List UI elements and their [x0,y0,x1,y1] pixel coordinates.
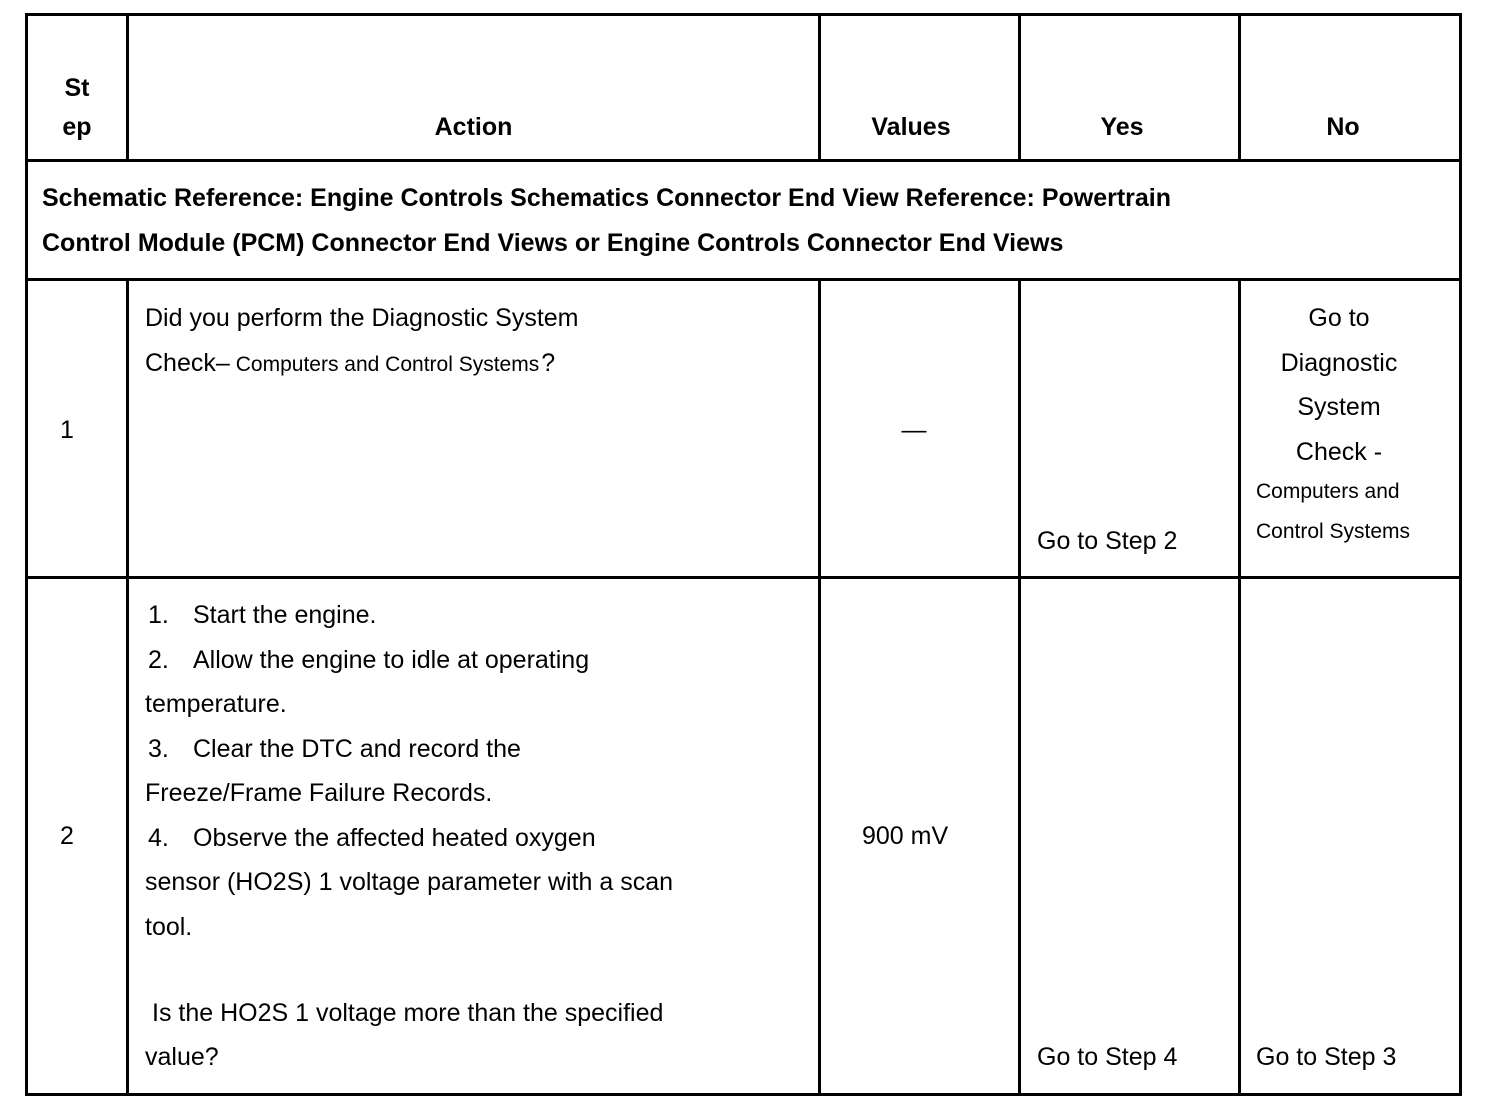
question-line: value? [145,1043,219,1071]
list-number: 4. [148,824,169,852]
col-divider-step [126,278,129,1096]
header-step-line2: ep [62,113,92,141]
header-step [28,105,126,150]
header-values: Values [871,113,951,141]
reference-line2: Control Module (PCM) Connector End Views or Engine Controls Connector End Views [42,229,1064,257]
header-divider [25,159,1462,162]
action-line: Observe the affected heated oxygen [193,824,596,852]
no-cell-line: Control Systems [1256,520,1411,543]
action-line: sensor (HO2S) 1 voltage parameter with a scan [145,868,674,896]
action-text-small: Computers and Control Systems [235,353,540,376]
row1-divider [25,576,1462,579]
action-line: Freeze/Frame Failure Records. [145,779,493,807]
yes-cell: Go to Step 4 [1037,1043,1178,1071]
action-line: Allow the engine to idle at operating [193,646,590,674]
col-divider-action [818,278,821,1096]
col-divider-values [1018,278,1021,1096]
no-cell-line: Go to [1308,304,1370,332]
no-cell-line: Check - [1295,438,1383,466]
reference-divider [25,278,1462,281]
header-yes: Yes [1100,113,1144,141]
list-number: 2. [148,646,169,674]
action-text: Check– [145,349,230,377]
question-line: Is the HO2S 1 voltage more than the specified [152,999,664,1027]
action-line: Did you perform the Diagnostic System [145,304,579,332]
header-step-line1: St [64,74,90,102]
header-action: Action [434,113,513,141]
no-cell: Go to Step 3 [1256,1043,1397,1071]
action-line: tool. [145,913,193,941]
table-border-bottom [25,1093,1462,1096]
action-line: Start the engine. [193,601,377,629]
no-cell-line: Computers and [1256,480,1400,503]
action-line: Clear the DTC and record the [193,735,521,763]
list-number: 1. [148,601,169,629]
value-cell: — [901,416,927,444]
table-border-top [25,13,1462,16]
header-step [28,66,126,111]
value-cell: 900 mV [862,822,949,850]
action-line [145,341,555,388]
action-text: ? [541,349,556,377]
step-number: 2 [60,822,74,850]
no-cell-line: System [1297,393,1381,421]
step-number: 1 [60,416,74,444]
table-border-right [1459,13,1462,1096]
no-cell-line: Diagnostic [1280,349,1398,377]
action-line: temperature. [145,690,287,718]
table-border-left [25,13,28,1096]
yes-cell: Go to Step 2 [1037,527,1178,555]
list-number: 3. [148,735,169,763]
header-no: No [1326,113,1360,141]
reference-line1: Schematic Reference: Engine Controls Schematics Connector End View Reference: Powertrain [42,184,1172,212]
